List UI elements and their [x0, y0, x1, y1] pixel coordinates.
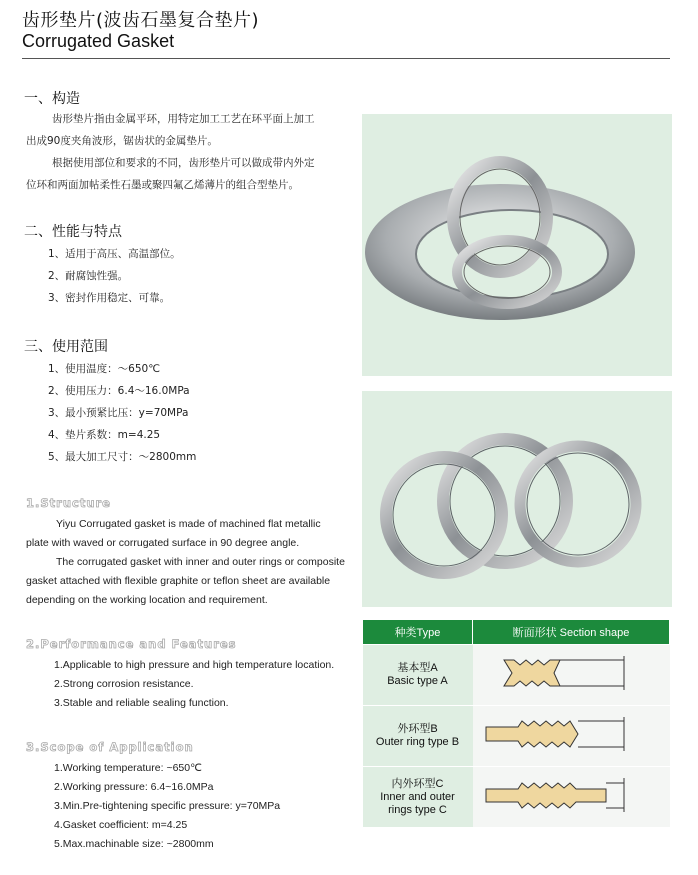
type-c-cn: 内外环型C [391, 777, 444, 790]
table-header-type: 种类Type [363, 620, 473, 645]
table-row [363, 645, 670, 706]
type-b-en: Outer ring type B [375, 736, 460, 748]
title-divider [22, 58, 670, 59]
en-s3-item1: 1.Working temperature: ~650℃ [54, 762, 202, 774]
cn-s3-item5: 5、最大加工尺寸：～2800mm [48, 451, 197, 463]
en-s1-line3: The corrugated gasket with inner and outer rings or composite [56, 556, 345, 568]
en-s3-item5: 5.Max.machinable size: ~2800mm [54, 838, 214, 850]
en-s1-line5: depending on the working location and requirement. [26, 594, 268, 606]
en-section2-heading: 2.Performance and Features [26, 637, 237, 651]
type-c-en1: Inner and outer [380, 790, 455, 803]
type-c-en2: rings type C [388, 803, 447, 816]
cn-section3-heading: 三、使用范围 [24, 339, 108, 355]
shape-cell-a [473, 645, 670, 706]
type-cell-c [363, 767, 473, 828]
product-photo-three-rings [362, 391, 672, 607]
cn-s2-item2: 2、耐腐蚀性强。 [48, 270, 129, 282]
cn-s1-line2: 出成90度夹角波形，锯齿状的金属垫片。 [26, 135, 218, 147]
en-s2-item3: 3.Stable and reliable sealing function. [54, 697, 229, 709]
gasket-rings-illustration [362, 114, 672, 376]
en-s3-item3: 3.Min.Pre-tightening specific pressure: y=70MPa [54, 800, 281, 812]
cn-s3-item1: 1、使用温度：～650℃ [48, 363, 161, 375]
shape-cell-b [473, 706, 670, 767]
section-shape-table [362, 619, 670, 828]
en-section3-heading: 3.Scope of Application [26, 740, 194, 754]
en-s3-item2: 2.Working pressure: 6.4~16.0MPa [54, 781, 214, 793]
cn-s3-item3: 3、最小预紧比压：y=70MPa [48, 407, 189, 419]
table-row [363, 767, 670, 828]
section-shape-a-icon [474, 646, 669, 701]
en-s2-item1: 1.Applicable to high pressure and high temperature location. [54, 659, 335, 671]
product-photo-gasket-set [362, 114, 672, 376]
table-header-row [363, 620, 670, 645]
shape-cell-c [473, 767, 670, 828]
cn-s2-item1: 1、适用于高压、高温部位。 [48, 248, 181, 260]
page-title-en: Corrugated Gasket [22, 31, 175, 51]
type-a-en: Basic type A [387, 675, 448, 687]
en-section1-heading: 1.Structure [26, 496, 111, 510]
type-b-cn: 外环型B [397, 723, 438, 735]
cn-s1-line4: 位环和两面加帖柔性石墨或聚四氟乙烯薄片的组合型垫片。 [26, 179, 299, 191]
en-s2-item2: 2.Strong corrosion resistance. [54, 678, 194, 690]
cn-s1-line1: 齿形垫片指由金属平环，用特定加工工艺在环平面上加工 [52, 113, 315, 125]
en-s1-line4: gasket attached with flexible graphite or teflon sheet are available [26, 575, 331, 587]
cn-s3-item2: 2、使用压力：6.4～16.0MPa [48, 385, 190, 397]
section-shape-c-icon [474, 768, 669, 823]
table-row [363, 706, 670, 767]
cn-section1-heading: 一、构造 [24, 91, 80, 107]
en-s3-item4: 4.Gasket coefficient: m=4.25 [54, 819, 188, 831]
table-header-shape: 断面形状 Section shape [473, 620, 670, 645]
section-shape-b-icon [474, 707, 669, 762]
type-a-cn: 基本型A [397, 662, 438, 674]
three-rings-illustration [362, 391, 672, 607]
cn-s2-item3: 3、密封作用稳定、可靠。 [48, 292, 171, 304]
cn-s3-item4: 4、垫片系数：m=4.25 [48, 429, 161, 441]
type-cell-b [363, 706, 473, 767]
en-s1-line1: Yiyu Corrugated gasket is made of machined flat metallic [56, 518, 321, 530]
en-s1-line2: plate with waved or corrugated surface in 90 degree angle. [26, 537, 300, 549]
cn-s1-line3: 根据使用部位和要求的不同，齿形垫片可以做成带内外定 [52, 157, 315, 169]
page-title-cn: 齿形垫片(波齿石墨复合垫片) [22, 10, 260, 31]
cn-section2-heading: 二、性能与特点 [24, 224, 122, 240]
type-cell-a [363, 645, 473, 706]
